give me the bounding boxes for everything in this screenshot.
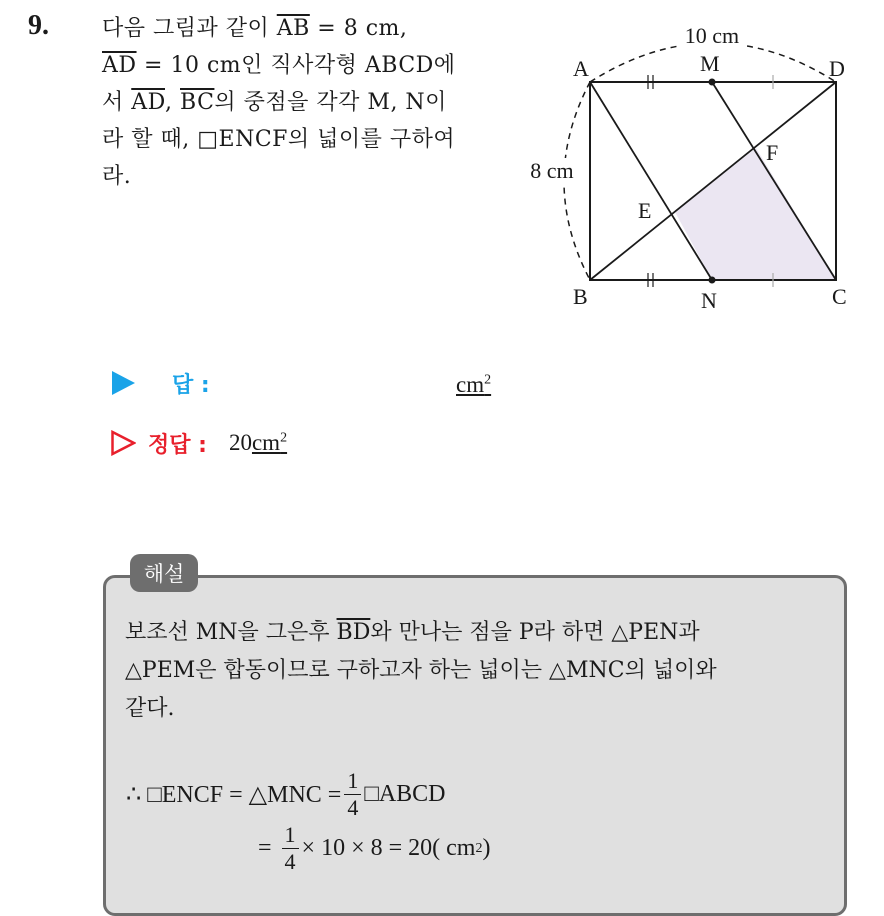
correct-outline-triangle-icon — [110, 430, 136, 456]
correct-answer-unit: $cm^2$ — [251, 430, 288, 455]
answer-label: 답 : — [172, 372, 210, 398]
explanation-line-1: 보조선 MN을 그은후 $\overline{BD}$와 만나는 점을 P라 하면 △PEN과 — [125, 620, 700, 645]
explanation-line-2: △PEM은 합동이므로 구하고자 하는 넓이는 △MNC의 넓이와 — [125, 658, 717, 683]
fraction-one-quarter-2: $\frac{1}{4}$ — [282, 822, 299, 875]
label-d: D — [829, 56, 845, 81]
label-f: F — [766, 140, 779, 165]
label-n: N — [701, 288, 717, 313]
explanation-line-3: 같다. — [125, 696, 175, 721]
answer-blank-row — [110, 366, 210, 400]
label-a: A — [573, 56, 589, 81]
segment-an — [590, 82, 712, 280]
point-m-dot — [709, 79, 716, 86]
answer-filled-triangle-icon — [110, 370, 136, 396]
point-n-dot — [709, 277, 716, 284]
label-b: B — [573, 284, 588, 309]
question-line-5: 라. — [102, 164, 132, 189]
explanation-equation-2: = $\frac{1}{4}$ × 10 × 8 = 20( cm 2 ) — [258, 822, 491, 874]
question-line-3: 서 $\overline{AD}$, $\overline{BC}$의 중점을 각각 M, N이 — [102, 90, 447, 115]
question-number: 9. — [28, 10, 49, 41]
left-length-label: 8 cm — [530, 158, 574, 183]
explanation-equation-1: ∴ □ENCF = △MNC = $\frac{1}{4}$ □ABCD — [126, 768, 446, 820]
explanation-tab: 해설 — [130, 554, 198, 592]
label-m: M — [700, 51, 720, 76]
answer-blank-unit[interactable]: $cm^2$ — [456, 372, 492, 397]
correct-answer-row — [110, 426, 287, 460]
question-line-2: $\overline{AD} = 10$ cm인 직사각형 ABCD에 — [102, 53, 456, 78]
explanation-text — [125, 614, 825, 728]
label-e: E — [638, 198, 652, 223]
question-text — [102, 10, 502, 195]
rectangle-figure — [510, 10, 870, 320]
label-c: C — [832, 284, 847, 309]
correct-answer-label: 정답 : — [148, 432, 207, 458]
question-line-4: 라 할 때, □ENCF의 넓이를 구하여 — [102, 127, 456, 152]
question-line-1: 다음 그림과 같이 $\overline{AB} = 8$ cm, — [102, 16, 408, 41]
correct-answer-value: 20 — [228, 430, 252, 455]
top-length-label: 10 cm — [684, 23, 740, 48]
fraction-one-quarter: $\frac{1}{4}$ — [344, 768, 361, 821]
